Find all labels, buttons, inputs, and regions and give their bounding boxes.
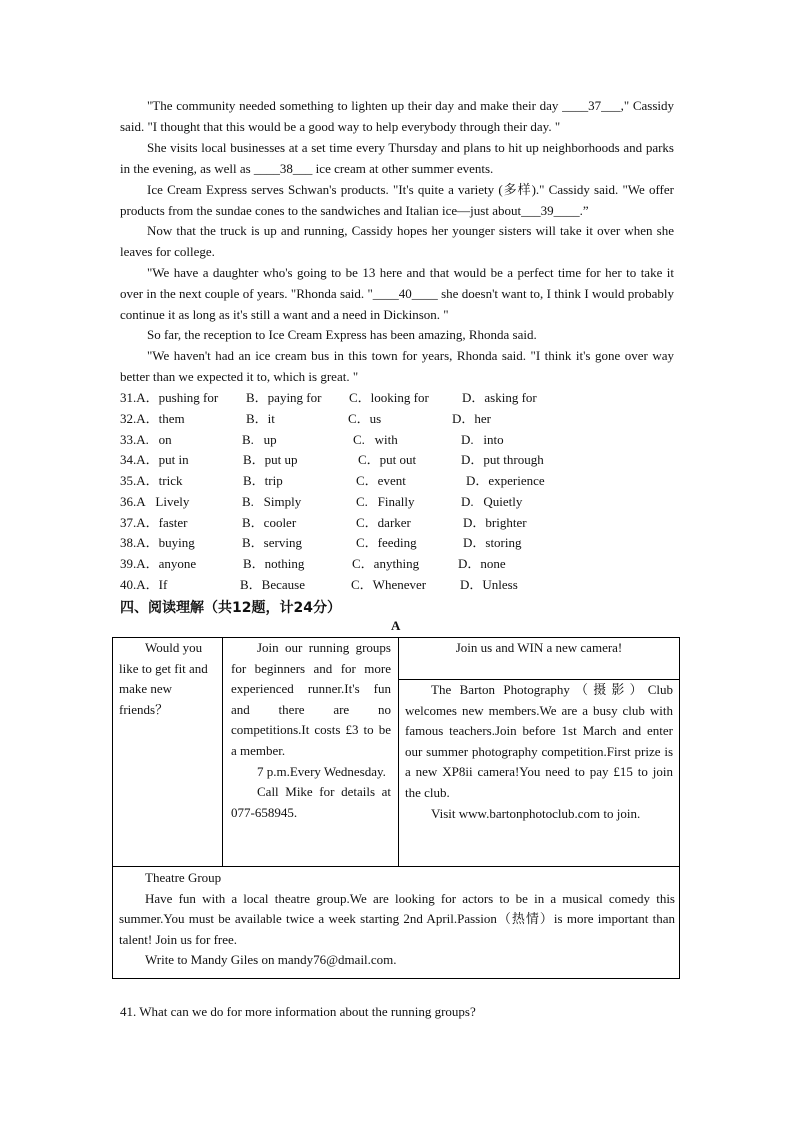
option-d: D．none xyxy=(458,556,506,571)
camera-title-text: Join us and WIN a new camera! xyxy=(455,640,623,655)
option-d: D．put through xyxy=(461,452,544,467)
option-a: 39.A．anyone xyxy=(120,556,197,571)
option-c: C．put out xyxy=(358,452,417,467)
passage-paragraph-4: Now that the truck is up and running, Cassidy hopes her younger sisters will take it over when she leaves for college. xyxy=(120,223,674,259)
passage-paragraph-3: Ice Cream Express serves Schwan's products. "It's quite a variety (多样)." Cassidy said. "We offer products from the sundae cones to the sandwiches and Italian ice—just about___39____.” xyxy=(120,182,674,218)
photo-club-description: The Barton Photography（摄影）Club welcomes new members.We are a busy club with famous teachers.Join before 1st March and enter our summer photography competition.First prize is a new XP8ii camera!You need to pay £15 to join the club. xyxy=(405,682,673,800)
ad-theatre-group xyxy=(119,868,675,971)
ads-table xyxy=(112,637,680,979)
option-b: B．paying for xyxy=(246,390,322,405)
option-c: C．feeding xyxy=(356,535,417,550)
option-b: B．Because xyxy=(240,577,305,592)
ad-running-group xyxy=(231,638,391,823)
option-c: C．Whenever xyxy=(351,577,427,592)
option-a: 36.A Lively xyxy=(120,494,190,509)
option-d: D. Quietly xyxy=(461,494,523,509)
theatre-description: Have fun with a local theatre group.We are looking for actors to be in a musical comedy this summer.You must be available twice a week starting 2nd April.Passion（热情）is more important than talent! Join us for free. xyxy=(119,890,675,947)
option-b: B．nothing xyxy=(243,556,305,571)
ad-camera-title xyxy=(405,638,673,659)
option-c: C．event xyxy=(356,473,406,488)
theatre-title: Theatre Group xyxy=(145,870,222,885)
option-d: D．brighter xyxy=(463,515,527,530)
table-divider xyxy=(222,638,223,867)
passage-paragraph-6: So far, the reception to Ice Cream Express has been amazing, Rhonda said. xyxy=(147,327,537,342)
theatre-contact: Write to Mandy Giles on mandy76@dmail.com. xyxy=(145,952,397,968)
option-c: C．anything xyxy=(352,556,420,571)
option-a: 31.A．pushing for xyxy=(120,390,219,405)
option-a: 38.A．buying xyxy=(120,535,195,550)
option-d: D．storing xyxy=(463,535,522,550)
option-a: 33.A. on xyxy=(120,432,172,447)
option-b: B．it xyxy=(246,411,275,426)
option-d: D．experience xyxy=(466,473,545,488)
option-b: B．cooler xyxy=(242,515,297,530)
ad-fitness-text: Would you like to get fit and make new friends？ xyxy=(119,640,208,717)
option-c: C．us xyxy=(348,411,382,426)
running-contact: Call Mike for details at 077-658945. xyxy=(231,784,391,820)
ad-fitness-intro xyxy=(119,638,219,720)
option-c: C. Finally xyxy=(356,494,415,509)
passage-paragraph-7: "We haven't had an ice cream bus in this town for years, Rhonda said. "I think it's gone over way better than we expected it to, which is great. " xyxy=(120,348,674,384)
option-b: B．serving xyxy=(242,535,302,550)
passage-paragraph-1: "The community needed something to lighten up their day and make their day ____37___," Cassidy said. "I thought that this would be a good way to help everybody through their day. " xyxy=(120,98,674,134)
running-time: 7 p.m.Every Wednesday. xyxy=(257,763,386,779)
table-divider xyxy=(113,866,679,867)
question-41: 41. What can we do for more information about the running groups? xyxy=(120,1004,476,1019)
photo-club-website: Visit www.bartonphotoclub.com to join. xyxy=(431,805,641,821)
option-a: 34.A．put in xyxy=(120,452,189,467)
option-d: D. into xyxy=(461,432,504,447)
option-d: D．her xyxy=(452,411,491,426)
option-a: 32.A．them xyxy=(120,411,185,426)
option-c: C．darker xyxy=(356,515,411,530)
section-title: 四、阅读理解（共12题，计24分） xyxy=(120,600,341,616)
table-divider xyxy=(398,638,399,867)
option-a: 37.A．faster xyxy=(120,515,188,530)
option-d: D．asking for xyxy=(462,390,537,405)
ad-photography-club xyxy=(405,680,673,824)
option-b: B．trip xyxy=(243,473,283,488)
passage-paragraph-5: "We have a daughter who's going to be 13 here and that would be a perfect time for her to take it over in the next couple of years. "Rhonda said. "____40____ she doesn't want to, I think I would probably continue it as long as it's still a want and a need in Dickinson. " xyxy=(120,265,674,322)
passage-paragraph-2: She visits local businesses at a set time every Thursday and plans to hit up neighborhoods and parks in the evening, as well as ____38___ ice cream at other summer events. xyxy=(120,140,674,176)
option-c: C．looking for xyxy=(349,390,429,405)
part-label: A xyxy=(391,618,401,633)
option-b: B．put up xyxy=(243,452,298,467)
option-b: B. up xyxy=(242,432,277,447)
option-a: 35.A．trick xyxy=(120,473,183,488)
option-a: 40.A．If xyxy=(120,577,168,592)
option-b: B. Simply xyxy=(242,494,302,509)
running-description: Join our running groups for beginners and for more experienced runner.It's fun and there are no competitions.It costs £3 to be a member. xyxy=(231,640,391,758)
option-c: C. with xyxy=(353,432,398,447)
option-d: D．Unless xyxy=(460,577,518,592)
